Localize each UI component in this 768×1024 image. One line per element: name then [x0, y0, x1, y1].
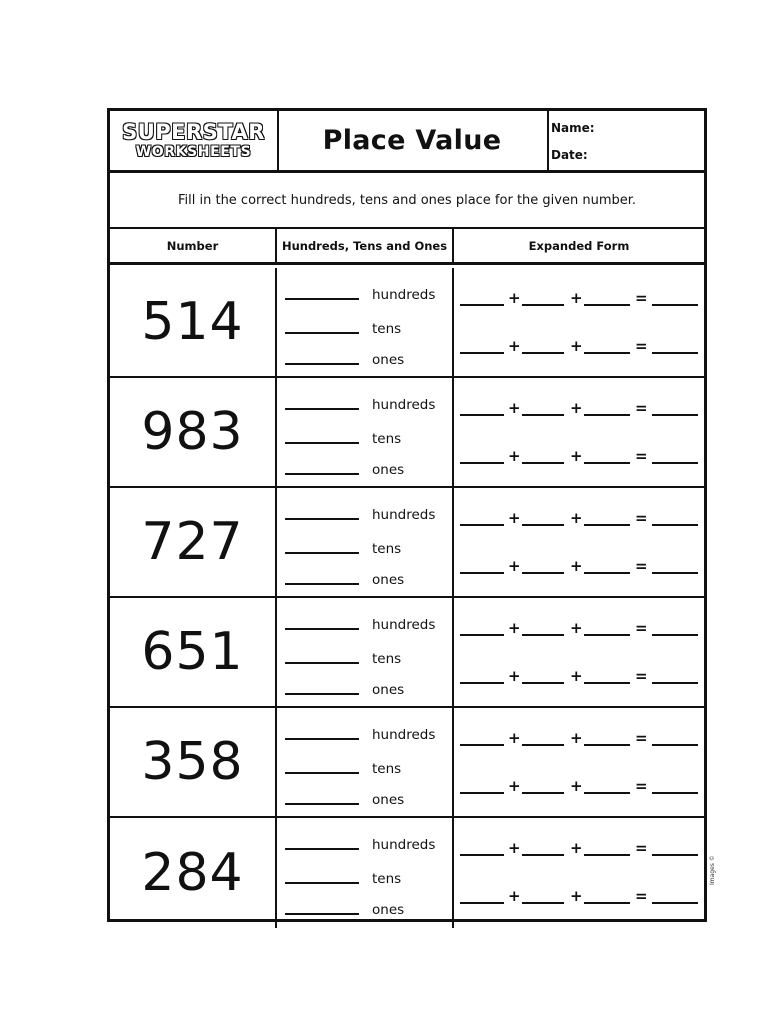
equals-sign: =	[635, 509, 648, 527]
hundreds-blank[interactable]	[285, 298, 359, 300]
plus-sign: +	[570, 777, 583, 795]
expanded-form-answers	[454, 378, 704, 486]
plus-sign: +	[570, 887, 583, 905]
ones-label: ones	[372, 902, 405, 918]
expanded-blank[interactable]	[460, 792, 504, 794]
plus-sign: +	[508, 337, 521, 355]
expanded-blank[interactable]	[652, 414, 698, 416]
worksheet	[107, 108, 707, 922]
hundreds-blank[interactable]	[285, 738, 359, 740]
plus-sign: +	[508, 557, 521, 575]
tens-label: tens	[372, 871, 402, 887]
plus-sign: +	[570, 509, 583, 527]
expanded-blank[interactable]	[460, 682, 504, 684]
expanded-blank[interactable]	[584, 854, 630, 856]
tens-blank[interactable]	[285, 552, 359, 554]
tens-label: tens	[372, 321, 402, 337]
problem-row	[110, 598, 704, 708]
given-number: 514	[110, 268, 277, 376]
expanded-form-equation	[460, 888, 700, 904]
expanded-blank[interactable]	[460, 744, 504, 746]
expanded-form-equation	[460, 290, 700, 306]
expanded-form-equation	[460, 558, 700, 574]
expanded-form-equation	[460, 778, 700, 794]
expanded-blank[interactable]	[584, 572, 630, 574]
expanded-blank[interactable]	[584, 524, 630, 526]
ones-label: ones	[372, 572, 405, 588]
equals-sign: =	[635, 289, 648, 307]
tens-label: tens	[372, 761, 402, 777]
expanded-blank[interactable]	[522, 414, 564, 416]
expanded-blank[interactable]	[652, 682, 698, 684]
expanded-blank[interactable]	[652, 902, 698, 904]
hundreds-label: hundreds	[372, 287, 436, 303]
expanded-blank[interactable]	[522, 744, 564, 746]
instructions: Fill in the correct hundreds, tens and ones place for the given number.	[110, 173, 704, 229]
hundreds-label: hundreds	[372, 397, 436, 413]
hundreds-label: hundreds	[372, 727, 436, 743]
given-number: 358	[110, 708, 277, 816]
plus-sign: +	[508, 667, 521, 685]
expanded-blank[interactable]	[522, 792, 564, 794]
hundreds-label: hundreds	[372, 617, 436, 633]
expanded-form-equation	[460, 620, 700, 636]
ones-blank[interactable]	[285, 583, 359, 585]
expanded-blank[interactable]	[460, 634, 504, 636]
problem-row	[110, 268, 704, 378]
expanded-form-equation	[460, 448, 700, 464]
plus-sign: +	[570, 337, 583, 355]
expanded-blank[interactable]	[460, 304, 504, 306]
expanded-blank[interactable]	[522, 304, 564, 306]
plus-sign: +	[570, 447, 583, 465]
expanded-blank[interactable]	[584, 634, 630, 636]
equals-sign: =	[635, 557, 648, 575]
column-header-number: Number	[110, 229, 277, 262]
place-value-answers	[277, 268, 454, 376]
ones-label: ones	[372, 682, 405, 698]
tens-blank[interactable]	[285, 882, 359, 884]
equals-sign: =	[635, 887, 648, 905]
column-header-htos: Hundreds, Tens and Ones	[277, 229, 454, 262]
name-label: Name:	[551, 121, 595, 135]
equals-sign: =	[635, 729, 648, 747]
expanded-form-equation	[460, 840, 700, 856]
expanded-blank[interactable]	[460, 572, 504, 574]
problem-row	[110, 488, 704, 598]
hundreds-blank[interactable]	[285, 628, 359, 630]
hundreds-label: hundreds	[372, 837, 436, 853]
expanded-form-answers	[454, 708, 704, 816]
plus-sign: +	[570, 289, 583, 307]
tens-label: tens	[372, 651, 402, 667]
expanded-blank[interactable]	[584, 744, 630, 746]
name-date-box	[547, 111, 704, 170]
hundreds-label: hundreds	[372, 507, 436, 523]
expanded-blank[interactable]	[460, 352, 504, 354]
expanded-blank[interactable]	[522, 854, 564, 856]
ones-label: ones	[372, 352, 405, 368]
equals-sign: =	[635, 839, 648, 857]
expanded-blank[interactable]	[522, 634, 564, 636]
logo-line-1: SUPERSTAR	[122, 120, 265, 144]
plus-sign: +	[570, 729, 583, 747]
given-number: 651	[110, 598, 277, 706]
expanded-blank[interactable]	[652, 744, 698, 746]
expanded-blank[interactable]	[460, 902, 504, 904]
plus-sign: +	[570, 399, 583, 417]
ones-blank[interactable]	[285, 913, 359, 915]
expanded-form-equation	[460, 338, 700, 354]
plus-sign: +	[508, 289, 521, 307]
worksheet-header	[110, 111, 704, 173]
plus-sign: +	[508, 399, 521, 417]
plus-sign: +	[508, 777, 521, 795]
plus-sign: +	[570, 667, 583, 685]
place-value-answers	[277, 378, 454, 486]
expanded-blank[interactable]	[460, 524, 504, 526]
place-value-answers	[277, 708, 454, 816]
given-number: 284	[110, 818, 277, 928]
expanded-blank[interactable]	[652, 854, 698, 856]
place-value-answers	[277, 488, 454, 596]
expanded-blank[interactable]	[584, 462, 630, 464]
expanded-form-equation	[460, 668, 700, 684]
expanded-blank[interactable]	[652, 352, 698, 354]
equals-sign: =	[635, 777, 648, 795]
equals-sign: =	[635, 447, 648, 465]
expanded-blank[interactable]	[584, 902, 630, 904]
expanded-form-equation	[460, 730, 700, 746]
plus-sign: +	[508, 839, 521, 857]
superstar-worksheets-logo	[110, 111, 279, 170]
tens-blank[interactable]	[285, 662, 359, 664]
expanded-blank[interactable]	[652, 524, 698, 526]
expanded-blank[interactable]	[522, 572, 564, 574]
expanded-blank[interactable]	[652, 792, 698, 794]
expanded-blank[interactable]	[522, 462, 564, 464]
tens-label: tens	[372, 541, 402, 557]
expanded-blank[interactable]	[584, 682, 630, 684]
image-credit: Images ©	[709, 855, 716, 885]
expanded-blank[interactable]	[522, 524, 564, 526]
expanded-blank[interactable]	[522, 682, 564, 684]
problem-row	[110, 708, 704, 818]
expanded-blank[interactable]	[652, 572, 698, 574]
expanded-blank[interactable]	[460, 854, 504, 856]
equals-sign: =	[635, 619, 648, 637]
expanded-blank[interactable]	[584, 414, 630, 416]
expanded-form-answers	[454, 598, 704, 706]
hundreds-blank[interactable]	[285, 518, 359, 520]
equals-sign: =	[635, 667, 648, 685]
ones-label: ones	[372, 792, 405, 808]
problem-row	[110, 818, 704, 928]
tens-blank[interactable]	[285, 442, 359, 444]
expanded-blank[interactable]	[522, 352, 564, 354]
plus-sign: +	[570, 557, 583, 575]
place-value-answers	[277, 818, 454, 928]
expanded-blank[interactable]	[460, 414, 504, 416]
expanded-blank[interactable]	[460, 462, 504, 464]
plus-sign: +	[508, 509, 521, 527]
ones-label: ones	[372, 462, 405, 478]
column-header-expanded: Expanded Form	[528, 238, 630, 253]
plus-sign: +	[508, 887, 521, 905]
ones-blank[interactable]	[285, 473, 359, 475]
date-label: Date:	[551, 148, 588, 162]
expanded-blank[interactable]	[652, 634, 698, 636]
expanded-form-answers	[454, 818, 704, 928]
equals-sign: =	[635, 337, 648, 355]
expanded-blank[interactable]	[584, 304, 630, 306]
plus-sign: +	[508, 619, 521, 637]
expanded-blank[interactable]	[584, 352, 630, 354]
expanded-blank[interactable]	[652, 304, 698, 306]
logo-line-2: WORKSHEETS	[135, 144, 252, 160]
column-headers	[110, 229, 704, 265]
hundreds-blank[interactable]	[285, 408, 359, 410]
plus-sign: +	[508, 447, 521, 465]
given-number: 983	[110, 378, 277, 486]
ones-blank[interactable]	[285, 803, 359, 805]
plus-sign: +	[570, 839, 583, 857]
expanded-form-answers	[454, 268, 704, 376]
tens-label: tens	[372, 431, 402, 447]
expanded-form-answers	[454, 488, 704, 596]
expanded-blank[interactable]	[584, 792, 630, 794]
expanded-blank[interactable]	[652, 462, 698, 464]
tens-blank[interactable]	[285, 332, 359, 334]
plus-sign: +	[508, 729, 521, 747]
equals-sign: =	[635, 399, 648, 417]
tens-blank[interactable]	[285, 772, 359, 774]
ones-blank[interactable]	[285, 363, 359, 365]
expanded-form-equation	[460, 400, 700, 416]
expanded-form-equation	[460, 510, 700, 526]
ones-blank[interactable]	[285, 693, 359, 695]
given-number: 727	[110, 488, 277, 596]
place-value-answers	[277, 598, 454, 706]
hundreds-blank[interactable]	[285, 848, 359, 850]
problem-row	[110, 378, 704, 488]
page-title: Place Value	[277, 111, 549, 170]
plus-sign: +	[570, 619, 583, 637]
expanded-blank[interactable]	[522, 902, 564, 904]
